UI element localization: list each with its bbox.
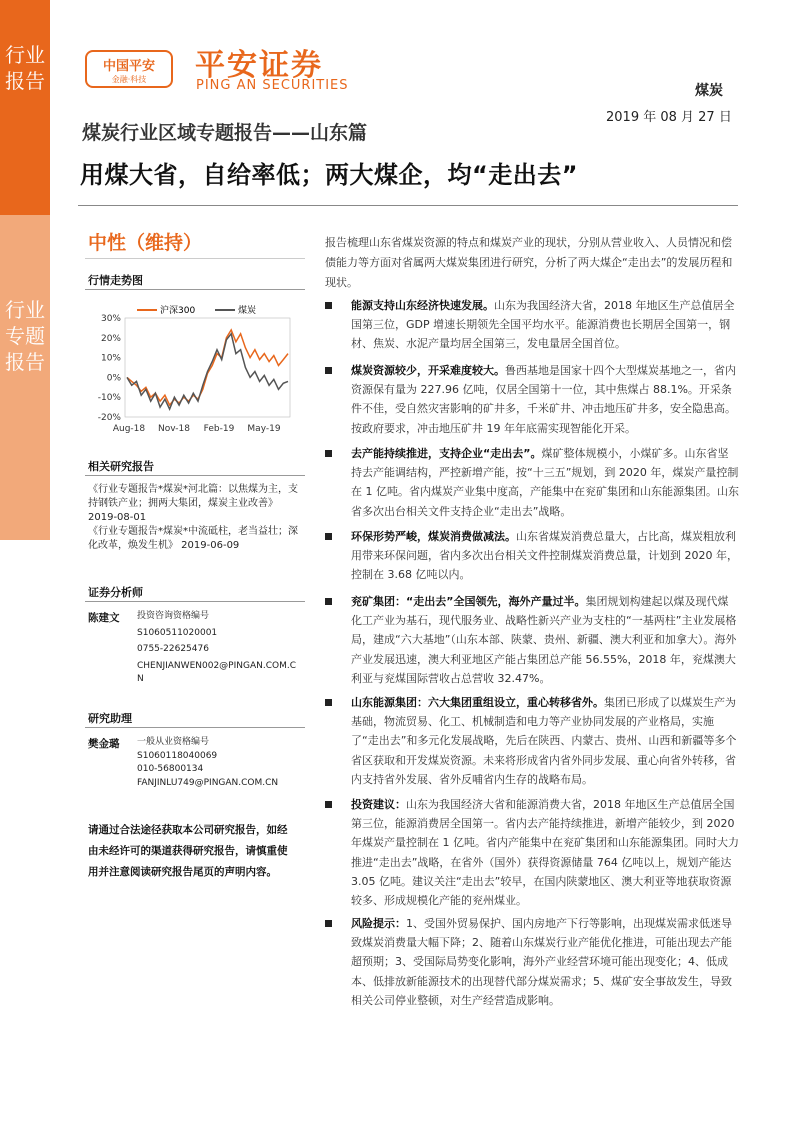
analyst-phone: 0755-22625476 — [137, 644, 209, 654]
bullet-lead: 风险提示： — [351, 917, 406, 930]
bullet-lead: 投资建议： — [351, 798, 406, 811]
x-tick-label: May-19 — [247, 424, 281, 434]
plot-frame — [125, 318, 290, 417]
legend-label-hs300: 沪深300 — [160, 306, 196, 316]
industry-label: 煤炭 — [695, 83, 723, 99]
bullet-lead: 兖矿集团：“走出去”全国领先，海外产量过半。 — [351, 595, 586, 608]
bullet-square-icon — [325, 302, 332, 309]
analyst-name: 陈建文 — [88, 612, 120, 624]
assistant-phone: 010-56800134 — [137, 764, 204, 774]
y-tick-label: -10% — [97, 393, 121, 404]
side-tab-special-report — [0, 215, 50, 540]
x-tick-label: Aug-18 — [112, 424, 146, 434]
bullet-body: 山东为我国经济大省，2018 年地区生产总值居全国第三位，GDP 增速长期领先全国平均水平。能源消费也长期居全国第一，钢材、焦炭、水泥产量均居全国第三，发电量居全国首位。 — [351, 299, 735, 351]
logo-box-line2: 金融·科技 — [111, 75, 147, 84]
related-reports-rule — [85, 475, 305, 476]
bullet-body: 鲁西基地是国家十四个大型煤炭基地之一，省内资源保有量为 227.96 亿吨，仅居全国第十一位，其中焦煤占 88.1%。开采条件不佳，受自然灾害影响的矿井多，千米矿井、冲击地压矿井多，安全隐患高。按政府要求，冲击地压矿井 19 年年底需实现智能化开采。 — [351, 364, 736, 435]
page-headline: 用煤大省，自给率低；两大煤企，均“走出去” — [80, 161, 579, 189]
legal-notice: 请通过合法途径获取本公司研究报告，如经由未经许可的渠道获得研究报告，请慎重使用并注意阅读研究报告尾页的声明内容。 — [88, 824, 288, 878]
bullet-lead: 能源支持山东经济快速发展。 — [351, 299, 494, 312]
bullet-lead: 煤炭资源较少，开采难度较大。 — [351, 364, 505, 377]
assistant-cert-number: S1060118040069 — [137, 750, 218, 761]
y-tick-label: 20% — [100, 333, 121, 344]
related-report-1[interactable]: 《行业专题报告*煤炭*河北篇：以焦煤为主，支持钢铁产业；拥两大集团，煤炭主业改善》 2019-08-01 — [88, 484, 298, 523]
bullet-body: 山东省煤炭消费总量大，占比高，煤炭粗放利用带来环保问题，省内多次出台相关文件控制煤炭消费总量，计划到 2020 年，控制在 3.68 亿吨以内。 — [351, 530, 738, 582]
bullet-square-icon — [325, 920, 332, 927]
report-date: 2019 年 08 月 27 日 — [606, 110, 732, 125]
rating-divider — [85, 258, 305, 259]
assistant-name: 樊金璐 — [88, 738, 120, 750]
chart-legend — [137, 304, 256, 316]
analyst-email[interactable]: CHENJIANWEN002@PINGAN.COM.CN — [137, 660, 296, 684]
related-report-2[interactable]: 《行业专题报告*煤炭*中流砥柱，老当益壮；深化改革，焕发生机》 2019-06-09 — [88, 526, 298, 551]
side-tab-industry-report — [0, 0, 50, 215]
y-tick-label: 30% — [100, 314, 121, 324]
chart-section-title: 行情走势图 — [88, 274, 143, 287]
bullet-lead: 山东能源集团：六大集团重组设立，重心转移省外。 — [351, 696, 604, 709]
y-tick-label: 0% — [106, 373, 121, 384]
assistant-cert-label: 一般从业资格编号 — [137, 737, 210, 747]
chart-section-rule — [85, 289, 305, 290]
related-reports-title: 相关研究报告 — [88, 460, 154, 473]
analyst-section-rule — [85, 601, 305, 602]
bullet-square-icon — [325, 801, 332, 808]
assistant-details — [137, 736, 307, 790]
bullet-body: 集团已形成了以煤炭生产为基础，物流贸易、化工、机械制造和电力等产业协同发展的产业格局，实施了“走出去”和多元化发展战略，先后在陕西、内蒙古、贵州、山西和新疆等多个省区获取和开发煤炭资源。未来将形成省内省外同步发展、重心向省外转移，省内支持省外发展、省外反哺省内生存的战略布局。 — [351, 696, 737, 786]
header-divider — [78, 205, 738, 206]
bullet-lead: 环保形势严峻，煤炭消费做减法。 — [351, 530, 516, 543]
assistant-section-rule — [85, 727, 305, 728]
assistant-email[interactable]: FANJINLU749@PINGAN.COM.CN — [137, 777, 279, 788]
bullet-square-icon — [325, 699, 332, 706]
brand-name-en: PING AN SECURITIES — [196, 78, 349, 93]
bullet-square-icon — [325, 598, 332, 605]
analyst-cert-label: 投资咨询资格编号 — [137, 611, 210, 621]
side-tab-bottom-label: 行业专题报告 — [5, 298, 45, 374]
y-tick-label: -20% — [97, 413, 121, 423]
pingan-logo — [85, 50, 173, 88]
logo-box-line1: 中国平安 — [102, 59, 155, 74]
bullet-lead: 去产能持续推进，支持企业“走出去”。 — [351, 447, 542, 460]
x-tick-label: Nov-18 — [157, 424, 191, 434]
report-title: 煤炭行业区域专题报告——山东篇 — [82, 122, 368, 144]
y-tick-label: 10% — [100, 353, 121, 364]
bullet-square-icon — [325, 450, 332, 457]
market-trend-chart — [85, 300, 305, 440]
report-intro: 报告梳理山东省煤炭资源的特点和煤炭产业的现状，分别从营业收入、人员情况和偿债能力等方面对省属两大煤炭集团进行研究，分析了两大煤企“走出去”的发展历程和现状。 — [325, 236, 733, 289]
legend-label-coal: 煤炭 — [238, 306, 257, 316]
bullet-body: 1、受国外贸易保护、国内房地产下行等影响，出现煤炭需求低迷导致煤炭消费量大幅下降；2、随着山东煤炭行业产能优化推进，可能出现去产能超预期；3、受国际局势变化影响，海外产业经营环境可能出现变化；4、低成本、低排放新能源技术的出现替代部分煤炭需求；5、煤矿安全事故发生，导致相关公司停业整顿，对生产经营造成影响。 — [351, 917, 732, 1007]
assistant-section-title: 研究助理 — [88, 712, 132, 725]
bullet-square-icon — [325, 533, 332, 540]
analyst-cert-number: S1060511020001 — [137, 627, 218, 638]
series-line-hs300 — [127, 330, 288, 405]
bullet-square-icon — [325, 367, 332, 374]
rating-label: 中性（维持） — [88, 232, 203, 254]
series-line-coal — [127, 334, 288, 409]
side-tab-top-label: 行业报告 — [5, 43, 45, 93]
bullet-body: 山东为我国经济大省和能源消费大省，2018 年地区生产总值居全国第三位，能源消费居全国第一。省内去产能持续推进，新增产能较少，到 2020 年煤炭产量控制在 1 亿吨。省内产能集中在兖矿集团和山东能源集团。同时大力推进“走出去”战略，在省外（国外）获得资源储量 764 亿吨以上，规划产能达 3.05 亿吨。建议关注“走出去”较早，在国内陕蒙地区、澳大利亚等地获取资源较多、形成规模化产能的兖州煤业。 — [351, 798, 739, 908]
brand-name-cn: 平安证券 — [195, 48, 323, 83]
bullet-body: 集团规划构建起以煤及现代煤化工产业为基石，现代服务业、战略性新兴产业为支柱的“一基两柱”主业发展格局，建成“六大基地”（山东本部、陕蒙、贵州、新疆、澳大利亚和加拿大）。海外产业发展迅速，澳大利亚地区产能占集团总产能 56.55%，2018 年，兖煤澳大利亚与兖煤国际营收占总营收 32.47%。 — [351, 595, 737, 685]
analyst-section-title: 证券分析师 — [88, 586, 143, 599]
analyst-details — [137, 610, 307, 687]
x-tick-label: Feb-19 — [203, 424, 235, 434]
bullet-body: 煤矿整体规模小，小煤矿多。山东省坚持去产能调结构，严控新增产能，按“十三五”规划，到 2020 年，煤炭产量控制在 1 亿吨。省内煤炭产业集中度高，产能集中在兖矿集团和山东能源集团。山东省多次出台相关文件支持企业“走出去”战略。 — [351, 447, 739, 518]
